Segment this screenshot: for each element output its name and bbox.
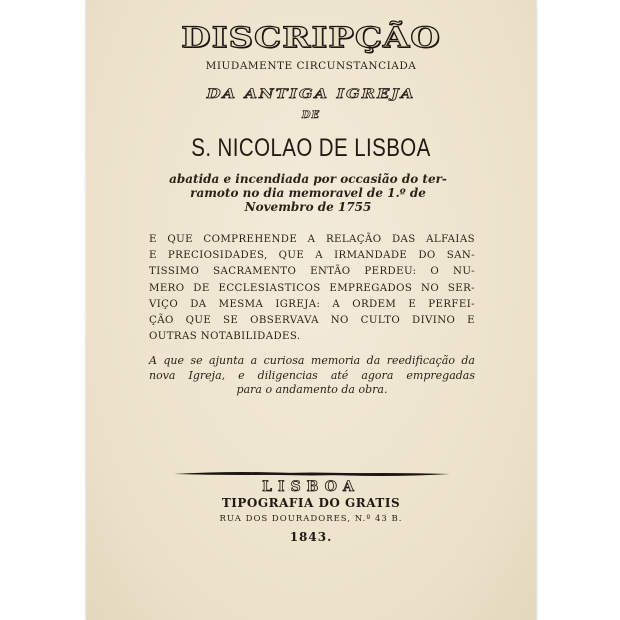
memory-line: nova Igreja, e diligencias até agora empregadas [149,368,475,382]
memory-line: A que se ajunta a curiosa memoria da reedificação da [149,354,475,367]
subtitle-circumstanced: MIUDAMENTE CIRCUNSTANCIADA [205,60,417,72]
imprint-printer: TIPOGRAFIA DO GRATIS [221,496,401,510]
relation-line: VIÇO DA MESMA IGREJA: A ORDEM E PERFEI- [149,298,475,310]
memory-paragraph [149,354,475,398]
subtitle-ancient-church: DA ANTIGA IGREJA [206,85,416,102]
subtitle-church-name: S. NICOLAO DE LISBOA [191,134,431,162]
occasion-line: ramoto no dia memoravel de 1.º de [190,186,426,200]
main-title: DISCRIPÇÃO [181,21,441,55]
title-page [86,0,536,620]
relation-line: MERO DE ECCLESIASTICOS EMPREGADOS NO SER- [149,282,475,294]
relation-paragraph [149,232,475,345]
relation-line: OUTRAS NOTABILIDADES. [149,331,301,343]
occasion-line: Novembro de 1755 [244,200,372,214]
subtitle-de: DE [301,110,321,121]
occasion-line: abatida e incendiada por occasião do ter- [169,172,447,186]
imprint-year: 1843. [289,530,333,544]
memory-line: para o andamento da obra. [236,383,388,396]
occasion-text [86,172,536,214]
relation-line: E QUE COMPREHENDE A RELAÇÃO DAS ALFAIAS [149,234,475,245]
relation-line: E PRECIOSIDADES, QUE A IRMANDADE DO SAN- [149,250,475,262]
imprint-city: LISBOA [262,479,360,495]
relation-line: TISSIMO SACRAMENTO ENTÃO PERDEU: O NU- [149,266,475,278]
imprint-address: RUA DOS DOURADORES, N.º 43 B. [219,514,403,524]
relation-line: ÇÃO QUE SE OBSERVAVA NO CULTO DIVINO E [149,315,475,327]
